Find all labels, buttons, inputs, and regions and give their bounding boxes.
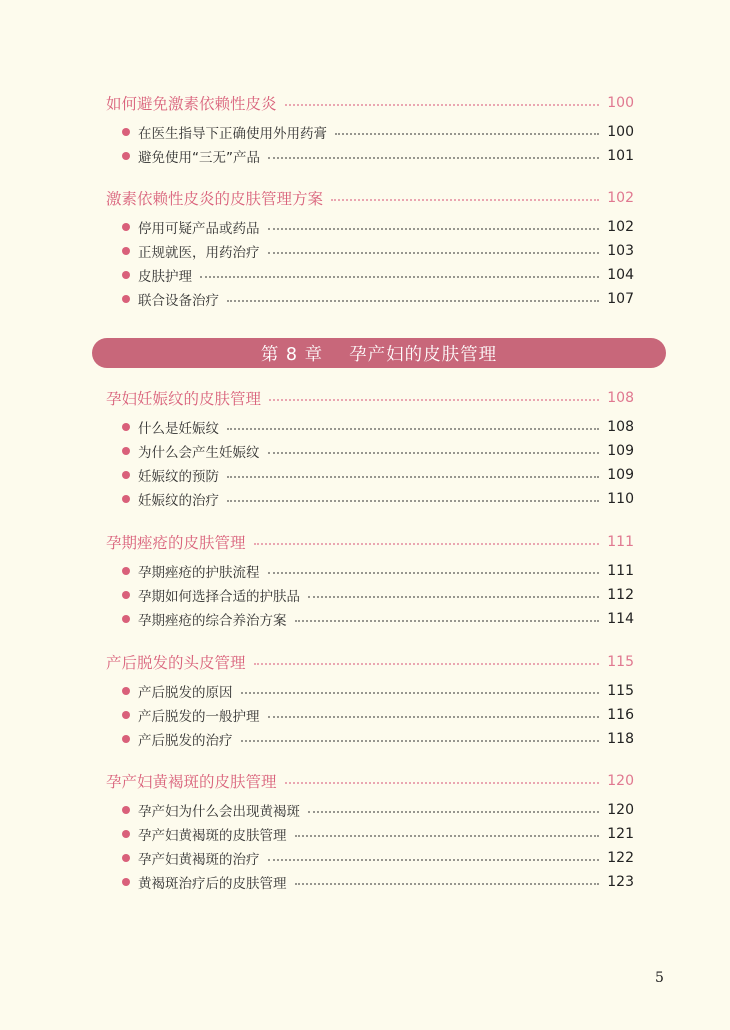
toc-entry[interactable]	[106, 607, 634, 631]
chapter-banner[interactable]	[92, 338, 666, 368]
section-heading-row[interactable]	[106, 768, 634, 794]
entry-page-number: 115	[607, 683, 634, 699]
toc-section	[106, 768, 634, 894]
section-title: 孕妇妊娠纹的皮肤管理	[106, 390, 262, 408]
toc-entry[interactable]	[106, 463, 634, 487]
toc-entry[interactable]	[106, 798, 634, 822]
entry-title: 为什么会产生妊娠纹	[138, 445, 260, 461]
bullet-dot-icon	[122, 567, 130, 575]
section-page-number: 100	[607, 95, 634, 111]
section-title: 如何避免激素依赖性皮炎	[106, 95, 277, 113]
entry-title: 避免使用“三无”产品	[138, 150, 260, 166]
entry-title: 正规就医，用药治疗	[138, 245, 260, 261]
page-number: 5	[655, 970, 664, 986]
dot-leader	[331, 199, 599, 201]
section-title: 激素依赖性皮炎的皮肤管理方案	[106, 190, 324, 208]
entry-title: 什么是妊娠纹	[138, 421, 219, 437]
entry-page-number: 102	[607, 219, 634, 235]
bullet-dot-icon	[122, 223, 130, 231]
section-page-number: 120	[607, 773, 634, 789]
toc-entry[interactable]	[106, 870, 634, 894]
toc-entry[interactable]	[106, 703, 634, 727]
dot-leader	[295, 620, 600, 622]
dot-leader	[241, 692, 600, 694]
toc-section	[106, 385, 634, 511]
toc-entry[interactable]	[106, 287, 634, 311]
entry-title: 孕产妇黄褐斑的治疗	[138, 852, 260, 868]
entry-title: 孕期如何选择合适的护肤品	[138, 589, 300, 605]
toc-section	[106, 529, 634, 631]
bullet-dot-icon	[122, 854, 130, 862]
toc-entry[interactable]	[106, 487, 634, 511]
section-title: 产后脱发的头皮管理	[106, 654, 246, 672]
dot-leader	[254, 663, 600, 665]
toc-entry[interactable]	[106, 583, 634, 607]
bullet-dot-icon	[122, 878, 130, 886]
dot-leader	[268, 572, 600, 574]
dot-leader	[269, 399, 599, 401]
dot-leader	[200, 276, 599, 278]
entry-page-number: 100	[607, 124, 634, 140]
bullet-dot-icon	[122, 295, 130, 303]
dot-leader	[268, 228, 600, 230]
dot-leader	[308, 596, 599, 598]
bullet-dot-icon	[122, 615, 130, 623]
dot-leader	[295, 835, 600, 837]
entry-page-number: 109	[607, 443, 634, 459]
entry-page-number: 103	[607, 243, 634, 259]
chapter-title: 孕产妇的皮肤管理	[349, 344, 498, 365]
section-heading-row[interactable]	[106, 385, 634, 411]
dot-leader	[285, 782, 600, 784]
toc-entry[interactable]	[106, 120, 634, 144]
entry-page-number: 109	[607, 467, 634, 483]
dot-leader	[268, 859, 600, 861]
dot-leader	[268, 157, 599, 159]
chapter-number: 第 8 章	[260, 344, 324, 365]
dot-leader	[268, 452, 600, 454]
toc-entry[interactable]	[106, 822, 634, 846]
section-page-number: 111	[607, 534, 634, 550]
toc-entry[interactable]	[106, 415, 634, 439]
toc-entry[interactable]	[106, 439, 634, 463]
bullet-dot-icon	[122, 806, 130, 814]
entry-title: 联合设备治疗	[138, 293, 219, 309]
entry-title: 孕产妇黄褐斑的皮肤管理	[138, 828, 287, 844]
toc-entry[interactable]	[106, 727, 634, 751]
dot-leader	[308, 811, 599, 813]
toc-entry[interactable]	[106, 144, 634, 168]
dot-leader	[227, 500, 599, 502]
bullet-dot-icon	[122, 447, 130, 455]
entry-title: 皮肤护理	[138, 269, 192, 285]
bullet-dot-icon	[122, 591, 130, 599]
bullet-dot-icon	[122, 128, 130, 136]
dot-leader	[335, 133, 599, 135]
entry-title: 孕产妇为什么会出现黄褐斑	[138, 804, 300, 820]
section-title: 孕期痤疮的皮肤管理	[106, 534, 246, 552]
toc-entry[interactable]	[106, 239, 634, 263]
bullet-dot-icon	[122, 830, 130, 838]
bullet-dot-icon	[122, 423, 130, 431]
entry-page-number: 108	[607, 419, 634, 435]
entry-title: 妊娠纹的治疗	[138, 493, 219, 509]
entry-page-number: 123	[607, 874, 634, 890]
bullet-dot-icon	[122, 711, 130, 719]
section-title: 孕产妇黄褐斑的皮肤管理	[106, 773, 277, 791]
entry-page-number: 112	[607, 587, 634, 603]
entry-page-number: 110	[607, 491, 634, 507]
section-page-number: 108	[607, 390, 634, 406]
entry-page-number: 114	[607, 611, 634, 627]
entry-title: 产后脱发的原因	[138, 685, 233, 701]
section-heading-row[interactable]	[106, 185, 634, 211]
toc-entry[interactable]	[106, 846, 634, 870]
entry-page-number: 104	[607, 267, 634, 283]
dot-leader	[295, 883, 600, 885]
entry-title: 黄褐斑治疗后的皮肤管理	[138, 876, 287, 892]
entry-title: 孕期痤疮的综合养治方案	[138, 613, 287, 629]
toc-entry[interactable]	[106, 263, 634, 287]
entry-title: 在医生指导下正确使用外用药膏	[138, 126, 327, 142]
bullet-dot-icon	[122, 687, 130, 695]
bullet-dot-icon	[122, 152, 130, 160]
entry-title: 孕期痤疮的护肤流程	[138, 565, 260, 581]
toc-entry[interactable]	[106, 559, 634, 583]
entry-page-number: 120	[607, 802, 634, 818]
toc-entry[interactable]	[106, 679, 634, 703]
toc-section	[106, 90, 634, 168]
dot-leader	[254, 543, 600, 545]
entry-page-number: 122	[607, 850, 634, 866]
entry-title: 产后脱发的一般护理	[138, 709, 260, 725]
entry-title: 停用可疑产品或药品	[138, 221, 260, 237]
dot-leader	[241, 740, 600, 742]
entry-page-number: 121	[607, 826, 634, 842]
section-page-number: 115	[607, 654, 634, 670]
entry-page-number: 116	[607, 707, 634, 723]
toc-entry[interactable]	[106, 215, 634, 239]
toc-section	[106, 185, 634, 311]
entry-page-number: 101	[607, 148, 634, 164]
entry-page-number: 118	[607, 731, 634, 747]
bullet-dot-icon	[122, 247, 130, 255]
dot-leader	[227, 300, 599, 302]
section-heading-row[interactable]	[106, 90, 634, 116]
bullet-dot-icon	[122, 735, 130, 743]
section-page-number: 102	[607, 190, 634, 206]
entry-page-number: 111	[607, 563, 634, 579]
bullet-dot-icon	[122, 471, 130, 479]
dot-leader	[227, 428, 599, 430]
entry-page-number: 107	[607, 291, 634, 307]
section-heading-row[interactable]	[106, 649, 634, 675]
section-heading-row[interactable]	[106, 529, 634, 555]
dot-leader	[268, 716, 600, 718]
entry-title: 妊娠纹的预防	[138, 469, 219, 485]
bullet-dot-icon	[122, 495, 130, 503]
bullet-dot-icon	[122, 271, 130, 279]
entry-title: 产后脱发的治疗	[138, 733, 233, 749]
dot-leader	[285, 104, 600, 106]
dot-leader	[227, 476, 599, 478]
toc-section	[106, 649, 634, 751]
dot-leader	[268, 252, 600, 254]
